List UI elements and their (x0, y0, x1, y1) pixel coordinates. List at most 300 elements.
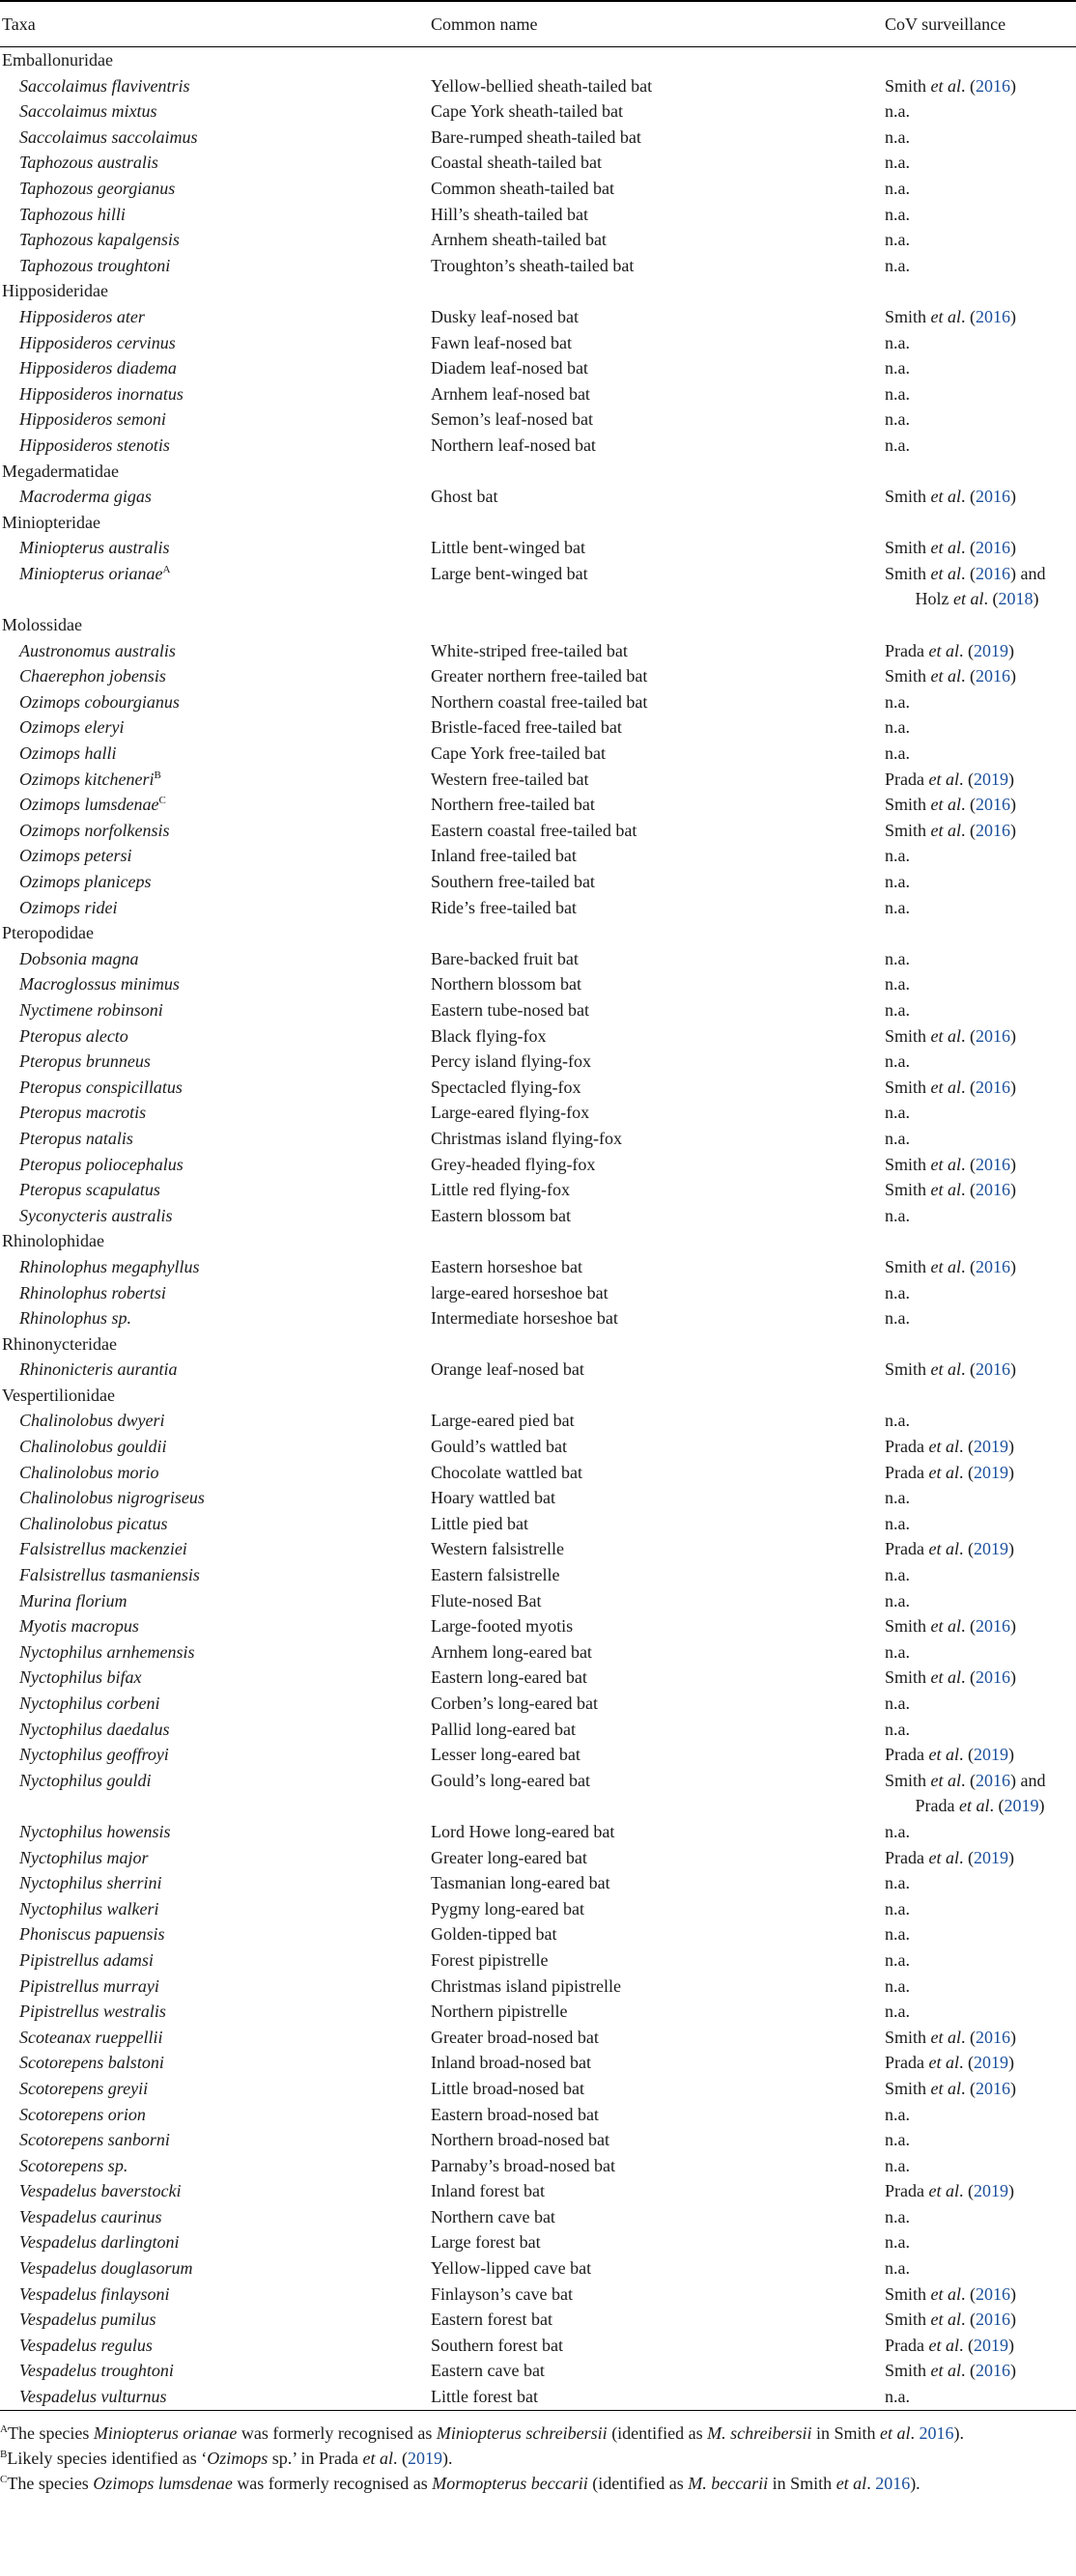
species-name: Pipistrellus westralis (19, 2002, 166, 2022)
species-name: Pteropus macrotis (19, 1103, 147, 1123)
species-name: Scoteanax rueppellii (19, 2027, 163, 2047)
species-name: Rhinolophus megaphyllus (19, 1256, 200, 1276)
cov-surveillance: n.a. (885, 204, 910, 224)
species-name: Vespadelus douglasorum (19, 2258, 193, 2279)
species-name: Miniopterus australis (19, 538, 170, 558)
species-row (0, 1921, 1076, 1947)
species-name: Syconycteris australis (19, 1205, 173, 1225)
species-row (0, 1511, 1076, 1537)
cov-surveillance: Smith et al. (2016) (885, 2310, 1017, 2330)
cov-surveillance: n.a. (885, 2232, 910, 2253)
cov-surveillance: n.a. (885, 332, 910, 352)
cov-surveillance: n.a. (885, 846, 910, 866)
species-row (0, 1974, 1076, 2000)
common-name: Tasmanian long-eared bat (431, 1873, 610, 1893)
common-name: Pallid long-eared bat (431, 1719, 576, 1739)
family-row (0, 920, 1076, 946)
common-name: Eastern tube-nosed bat (431, 999, 589, 1020)
common-name (431, 47, 885, 73)
common-name: Northern coastal free-tailed bat (431, 691, 648, 712)
species-name: Ozimops kitcheneri$^B$ (19, 769, 161, 789)
species-name: Vespadelus troughtoni (19, 2361, 174, 2381)
species-name: Vespadelus vulturnus (19, 2387, 167, 2407)
cov-surveillance: Prada et al. (2019) (885, 1462, 1014, 1482)
species-row (0, 1152, 1076, 1178)
cov-surveillance: n.a. (885, 1641, 910, 1662)
cov-surveillance: n.a. (885, 1128, 910, 1148)
species-row (0, 1896, 1076, 1922)
species-name: Hipposideros cervinus (19, 332, 176, 352)
common-name (431, 459, 885, 485)
cov-surveillance: Smith et al. (2016) (885, 2283, 1017, 2304)
species-row (0, 2333, 1076, 2359)
species-row (0, 971, 1076, 997)
species-name: Rhinolophus robertsi (19, 1282, 166, 1302)
species-row (0, 1357, 1076, 1383)
common-name: Northern blossom bat (431, 974, 581, 994)
common-name: Finlayson’s cave bat (431, 2283, 573, 2304)
species-name: Vespadelus pumilus (19, 2310, 156, 2330)
species-row (0, 1434, 1076, 1460)
common-name: Bristle-faced free-tailed bat (431, 717, 622, 738)
common-name: Black flying-fox (431, 1025, 547, 1046)
common-name: Troughton’s sheath-tailed bat (431, 255, 635, 275)
species-row (0, 1717, 1076, 1743)
species-name: Chalinolobus dwyeri (19, 1411, 165, 1431)
common-name: Eastern forest bat (431, 2310, 552, 2330)
common-name (431, 278, 885, 304)
species-row (0, 1408, 1076, 1434)
cov-surveillance: Smith et al. (2016) (885, 1616, 1017, 1637)
species-row (0, 1254, 1076, 1280)
species-row (0, 2229, 1076, 2255)
species-name: Macroglossus minimus (19, 974, 180, 994)
cov-surveillance (885, 612, 1076, 638)
common-name (431, 920, 885, 946)
common-name: Eastern cave bat (431, 2361, 545, 2381)
family-row (0, 510, 1076, 536)
species-row (0, 1845, 1076, 1871)
species-row (0, 2204, 1076, 2230)
cov-surveillance: n.a. (885, 1694, 910, 1713)
species-name: Ozimops planiceps (19, 872, 152, 891)
species-name: Pipistrellus murrayi (19, 1975, 159, 1996)
cov-surveillance: Smith et al. (2016) (885, 1180, 1017, 1200)
cov-surveillance: n.a. (885, 178, 910, 198)
header-row (0, 2, 1076, 46)
species-row (0, 2178, 1076, 2204)
species-row (0, 535, 1076, 561)
species-name: Nyctophilus walkeri (19, 1898, 159, 1918)
cov-surveillance: Prada et al. (2019) (885, 2181, 1014, 2201)
species-name: Chalinolobus gouldii (19, 1437, 167, 1457)
species-name: Myotis macropus (19, 1616, 139, 1637)
header-common-name: Common name (431, 14, 538, 34)
family-name: Hipposideridae (2, 281, 108, 301)
common-name (431, 1331, 885, 1358)
common-name: Spectacled flying-fox (431, 1077, 581, 1097)
cov-surveillance: n.a. (885, 1949, 910, 1970)
species-name: Chalinolobus nigrogriseus (19, 1488, 205, 1508)
common-name: Large-eared flying-fox (431, 1103, 590, 1123)
cov-surveillance: n.a. (885, 1898, 910, 1918)
common-name: Lesser long-eared bat (431, 1745, 580, 1765)
cov-surveillance: n.a. (885, 2387, 910, 2407)
cov-surveillance: Prada et al. (2019) (885, 769, 1014, 789)
species-row (0, 355, 1076, 381)
common-name: Yellow-bellied sheath-tailed bat (431, 75, 653, 96)
species-name: Taphozous hilli (19, 204, 126, 224)
common-name: Greater broad-nosed bat (431, 2027, 599, 2047)
common-name: Arnhem leaf-nosed bat (431, 383, 590, 404)
species-name: Taphozous troughtoni (19, 255, 171, 275)
species-row (0, 125, 1076, 151)
common-name: Little broad-nosed bat (431, 2078, 584, 2098)
cov-surveillance: Smith et al. (2016) (885, 2027, 1017, 2047)
common-name: Northern cave bat (431, 2206, 555, 2226)
species-row (0, 2050, 1076, 2076)
species-row (0, 1203, 1076, 1229)
species-row (0, 1768, 1076, 1819)
common-name: Semon’s leaf-nosed bat (431, 409, 593, 430)
common-name: Christmas island pipistrelle (431, 1975, 621, 1996)
species-row (0, 1691, 1076, 1717)
species-name: Taphozous kapalgensis (19, 230, 180, 250)
species-row (0, 818, 1076, 844)
cov-surveillance (885, 1383, 1076, 1409)
species-row (0, 150, 1076, 176)
common-name: Coastal sheath-tailed bat (431, 153, 602, 173)
cov-surveillance: n.a. (885, 383, 910, 404)
species-row (0, 2384, 1076, 2410)
cov-surveillance: Smith et al. (2016) (885, 1256, 1017, 1276)
cov-surveillance: n.a. (885, 2104, 910, 2124)
common-name: Diadem leaf-nosed bat (431, 358, 588, 378)
species-row (0, 2282, 1076, 2308)
table-bottom-rule (0, 2410, 1076, 2411)
cov-surveillance: Prada et al. (2019) (885, 1437, 1014, 1457)
species-name: Ozimops petersi (19, 846, 132, 866)
common-name: Flute-nosed Bat (431, 1590, 542, 1610)
cov-surveillance: Prada et al. (2019) (885, 2053, 1014, 2073)
common-name: Cape York free-tailed bat (431, 743, 606, 764)
family-name: Rhinonycteridae (2, 1333, 117, 1354)
species-name: Chalinolobus morio (19, 1462, 159, 1482)
footnote-b: $^B$Likely species identified as ‘Ozimops sp.’ in Prada et al. (2019). (0, 2449, 453, 2468)
cov-surveillance (885, 1331, 1076, 1358)
common-name: Christmas island flying-fox (431, 1128, 622, 1148)
cov-surveillance: Smith et al. (2016) and Prada et al. (2019) (885, 1770, 1046, 1816)
common-name: Fawn leaf-nosed bat (431, 332, 572, 352)
species-name: Nyctophilus howensis (19, 1821, 171, 1841)
common-name: White-striped free-tailed bat (431, 640, 628, 660)
common-name: Inland broad-nosed bat (431, 2053, 591, 2073)
cov-surveillance (885, 459, 1076, 485)
species-row (0, 1126, 1076, 1152)
species-name: Dobsonia magna (19, 948, 139, 968)
common-name: Large-eared pied bat (431, 1411, 575, 1431)
family-row (0, 612, 1076, 638)
family-name: Vespertilionidae (2, 1385, 115, 1405)
common-name: Greater long-eared bat (431, 1847, 587, 1867)
species-name: Chaerephon jobensis (19, 666, 166, 686)
common-name: Gould’s wattled bat (431, 1437, 567, 1457)
common-name: Eastern horseshoe bat (431, 1256, 582, 1276)
cov-surveillance: n.a. (885, 1513, 910, 1533)
species-row (0, 1819, 1076, 1845)
species-name: Falsistrellus tasmaniensis (19, 1565, 200, 1585)
cov-surveillance: n.a. (885, 999, 910, 1020)
species-name: Ozimops cobourgianus (19, 691, 180, 712)
species-name: Rhinonicteris aurantia (19, 1359, 178, 1380)
common-name: Lord Howe long-eared bat (431, 1821, 615, 1841)
cov-surveillance: n.a. (885, 1565, 910, 1585)
common-name: Pygmy long-eared bat (431, 1898, 584, 1918)
common-name: Northern pipistrelle (431, 2002, 568, 2022)
species-row (0, 1049, 1076, 1075)
species-row (0, 2153, 1076, 2179)
species-name: Nyctophilus gouldi (19, 1770, 152, 1790)
species-name: Pteropus scapulatus (19, 1180, 160, 1200)
common-name: Golden-tipped bat (431, 1924, 557, 1945)
species-row (0, 2307, 1076, 2333)
cov-surveillance: Smith et al. (2016) (885, 75, 1017, 96)
species-name: Vespadelus caurinus (19, 2206, 162, 2226)
species-name: Saccolaimus mixtus (19, 101, 157, 122)
common-name: Orange leaf-nosed bat (431, 1359, 584, 1380)
species-name: Ozimops halli (19, 743, 117, 764)
cov-surveillance: n.a. (885, 1975, 910, 1996)
cov-surveillance: n.a. (885, 948, 910, 968)
cov-surveillance: n.a. (885, 1924, 910, 1945)
family-row (0, 47, 1076, 73)
species-row (0, 792, 1076, 818)
common-name: Corben’s long-eared bat (431, 1694, 598, 1713)
species-row (0, 638, 1076, 664)
common-name: Parnaby’s broad-nosed bat (431, 2155, 615, 2175)
species-row (0, 1075, 1076, 1101)
common-name: Inland forest bat (431, 2181, 545, 2201)
species-row (0, 2127, 1076, 2153)
cov-surveillance: n.a. (885, 2130, 910, 2150)
species-row (0, 767, 1076, 793)
cov-surveillance: n.a. (885, 1051, 910, 1072)
species-name: Pteropus alecto (19, 1025, 128, 1046)
common-name: Arnhem sheath-tailed bat (431, 230, 607, 250)
family-row (0, 278, 1076, 304)
cov-surveillance: n.a. (885, 872, 910, 891)
species-name: Falsistrellus mackenziei (19, 1539, 187, 1559)
species-row (0, 2255, 1076, 2282)
cov-surveillance: n.a. (885, 1821, 910, 1841)
species-row (0, 1536, 1076, 1562)
species-name: Pteropus natalis (19, 1128, 133, 1148)
cov-surveillance: Prada et al. (2019) (885, 640, 1014, 660)
species-name: Nyctophilus arnhemensis (19, 1641, 195, 1662)
species-row (0, 714, 1076, 741)
common-name: Dusky leaf-nosed bat (431, 306, 579, 326)
species-row (0, 304, 1076, 330)
species-row (0, 1460, 1076, 1486)
species-name: Nyctophilus corbeni (19, 1694, 160, 1713)
footnote-marker: B (154, 769, 161, 781)
cov-surveillance (885, 47, 1076, 73)
species-name: Vespadelus finlaysoni (19, 2283, 170, 2304)
species-name: Nyctophilus sherrini (19, 1873, 162, 1893)
species-row (0, 663, 1076, 689)
species-row (0, 330, 1076, 356)
species-name: Hipposideros diadema (19, 358, 177, 378)
species-row (0, 1100, 1076, 1126)
species-name: Ozimops eleryi (19, 717, 125, 738)
species-name: Saccolaimus flaviventris (19, 75, 190, 96)
footnotes (0, 2421, 1076, 2496)
species-row (0, 1999, 1076, 2025)
species-name: Phoniscus papuensis (19, 1924, 165, 1945)
cov-surveillance: Smith et al. (2016) (885, 1667, 1017, 1688)
cov-surveillance: n.a. (885, 1103, 910, 1123)
common-name: Eastern long-eared bat (431, 1667, 587, 1688)
species-name: Pipistrellus adamsi (19, 1949, 154, 1970)
common-name: Bare-rumped sheath-tailed bat (431, 126, 641, 147)
species-row (0, 202, 1076, 228)
species-row (0, 253, 1076, 279)
common-name: Northern free-tailed bat (431, 795, 595, 815)
species-name: Pteropus conspicillatus (19, 1077, 183, 1097)
species-row (0, 741, 1076, 767)
bat-species-table (0, 2, 1076, 2410)
species-name: Vespadelus darlingtoni (19, 2232, 180, 2253)
cov-surveillance: Prada et al. (2019) (885, 1847, 1014, 1867)
cov-surveillance: n.a. (885, 1411, 910, 1431)
cov-surveillance: n.a. (885, 1308, 910, 1329)
common-name (431, 1383, 885, 1409)
cov-surveillance: Smith et al. (2016) (885, 1359, 1017, 1380)
common-name: Western free-tailed bat (431, 769, 589, 789)
family-row (0, 1228, 1076, 1254)
common-name: Grey-headed flying-fox (431, 1154, 596, 1174)
family-name: Miniopteridae (2, 512, 100, 532)
common-name: Western falsistrelle (431, 1539, 564, 1559)
family-name: Molossidae (2, 615, 82, 635)
species-name: Nyctophilus daedalus (19, 1719, 170, 1739)
cov-surveillance: n.a. (885, 1205, 910, 1225)
family-row (0, 1331, 1076, 1358)
cov-surveillance: Smith et al. (2016) (885, 795, 1017, 815)
cov-surveillance: n.a. (885, 717, 910, 738)
table-header (0, 2, 1076, 47)
family-row (0, 459, 1076, 485)
cov-surveillance: Prada et al. (2019) (885, 1745, 1014, 1765)
common-name: Large forest bat (431, 2232, 541, 2253)
species-row (0, 73, 1076, 99)
common-name: Southern free-tailed bat (431, 872, 595, 891)
cov-surveillance: n.a. (885, 1719, 910, 1739)
common-name: Bare-backed fruit bat (431, 948, 579, 968)
common-name: Ghost bat (431, 487, 498, 507)
common-name: Large-footed myotis (431, 1616, 574, 1637)
cov-surveillance: n.a. (885, 1590, 910, 1610)
species-row (0, 1870, 1076, 1896)
species-name: Vespadelus baverstocki (19, 2181, 182, 2201)
cov-surveillance: Smith et al. (2016) (885, 487, 1017, 507)
species-row (0, 561, 1076, 612)
cov-surveillance (885, 920, 1076, 946)
cov-surveillance: n.a. (885, 2155, 910, 2175)
species-row (0, 1305, 1076, 1331)
cov-surveillance: n.a. (885, 101, 910, 122)
common-name: Forest pipistrelle (431, 1949, 549, 1970)
species-row (0, 176, 1076, 202)
species-name: Taphozous australis (19, 153, 158, 173)
species-row (0, 2358, 1076, 2384)
common-name: Eastern broad-nosed bat (431, 2104, 599, 2124)
species-name: Scotorepens sp. (19, 2155, 128, 2175)
cov-surveillance: n.a. (885, 255, 910, 275)
cov-surveillance: n.a. (885, 358, 910, 378)
common-name: Arnhem long-eared bat (431, 1641, 592, 1662)
species-row (0, 2102, 1076, 2128)
species-row (0, 1665, 1076, 1691)
species-name: Hipposideros inornatus (19, 383, 184, 404)
cov-surveillance: Prada et al. (2019) (885, 1539, 1014, 1559)
common-name: Northern broad-nosed bat (431, 2130, 609, 2150)
cov-surveillance: n.a. (885, 1488, 910, 1508)
species-name: Scotorepens sanborni (19, 2130, 170, 2150)
cov-surveillance: n.a. (885, 974, 910, 994)
species-row (0, 406, 1076, 433)
species-row (0, 843, 1076, 869)
species-name: Hipposideros stenotis (19, 434, 170, 455)
cov-surveillance: Smith et al. (2016) and Holz et al. (2018) (885, 563, 1046, 609)
cov-surveillance: Smith et al. (2016) (885, 820, 1017, 840)
common-name: Northern leaf-nosed bat (431, 434, 596, 455)
species-name: Vespadelus regulus (19, 2335, 153, 2355)
common-name: Little bent-winged bat (431, 538, 585, 558)
common-name: Eastern coastal free-tailed bat (431, 820, 637, 840)
footnote-marker: C (158, 795, 166, 807)
footnote-a: $^A$The species Miniopterus orianae was formerly recognised as Miniopterus schreibersii (identified as M. schreibersii in Smith et al. 2016). (0, 2423, 964, 2443)
common-name: Yellow-lipped cave bat (431, 2258, 592, 2279)
common-name: Eastern falsistrelle (431, 1565, 560, 1585)
family-name: Emballonuridae (2, 50, 113, 70)
common-name: Little forest bat (431, 2387, 538, 2407)
species-name: Murina florium (19, 1590, 127, 1610)
cov-surveillance: Smith et al. (2016) (885, 1154, 1017, 1174)
cov-surveillance: Prada et al. (2019) (885, 2335, 1014, 2355)
species-name: Nyctimene robinsoni (19, 999, 163, 1020)
species-name: Ozimops lumsdenae$^C$ (19, 795, 166, 815)
cov-surveillance (885, 278, 1076, 304)
species-name: Scotorepens orion (19, 2104, 146, 2124)
species-name: Nyctophilus bifax (19, 1667, 142, 1688)
species-name: Chalinolobus picatus (19, 1513, 168, 1533)
species-name: Saccolaimus saccolaimus (19, 126, 198, 147)
species-name: Pteropus poliocephalus (19, 1154, 184, 1174)
species-name: Pteropus brunneus (19, 1051, 151, 1072)
species-name: Austronomus australis (19, 640, 176, 660)
cov-surveillance: Smith et al. (2016) (885, 2078, 1017, 2098)
header-taxa: Taxa (2, 14, 36, 34)
common-name: large-eared horseshoe bat (431, 1282, 609, 1302)
family-name: Pteropodidae (2, 923, 94, 943)
common-name: Greater northern free-tailed bat (431, 666, 648, 686)
cov-surveillance: n.a. (885, 1873, 910, 1893)
family-name: Rhinolophidae (2, 1231, 104, 1251)
species-name: Hipposideros semoni (19, 409, 166, 430)
cov-surveillance: n.a. (885, 743, 910, 764)
table-body (0, 47, 1076, 2410)
